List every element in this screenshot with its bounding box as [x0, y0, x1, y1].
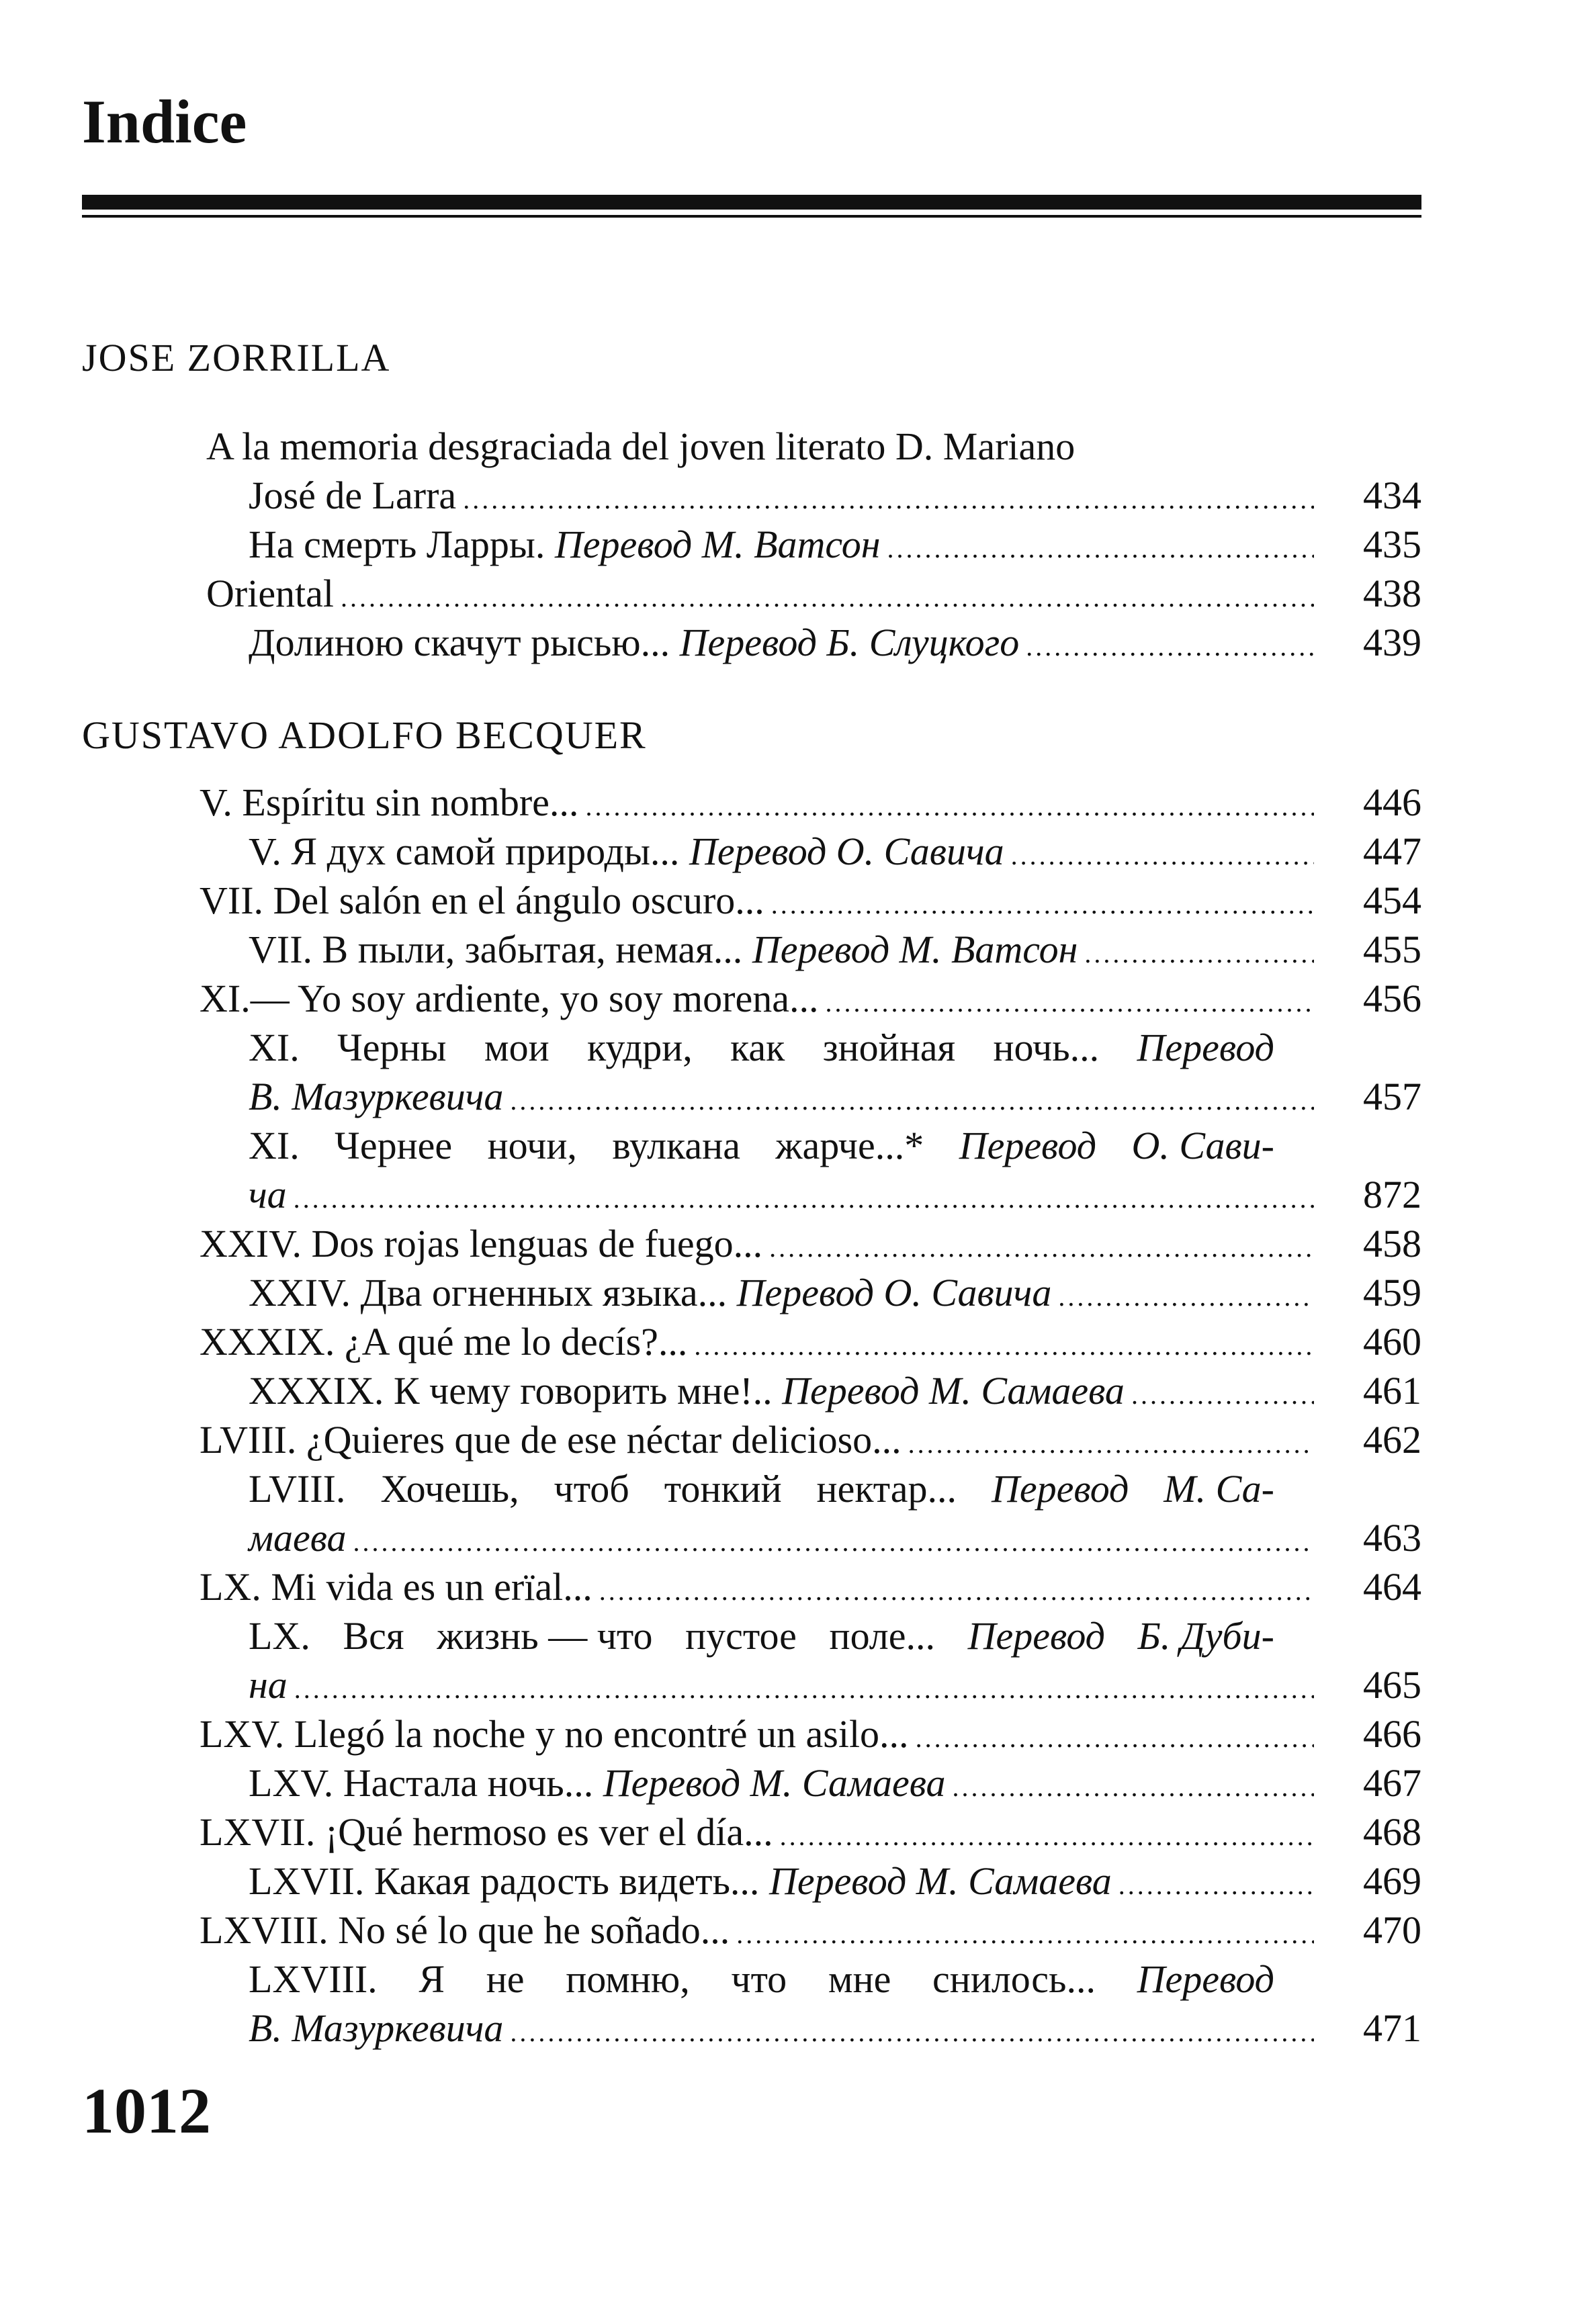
toc-entry: [200, 1222, 1421, 1267]
page-ref: 457: [1363, 1075, 1421, 1118]
translator-credit: Перевод М. Самаева: [603, 1761, 946, 1805]
page-ref: 447: [1363, 830, 1421, 873]
page-ref: 458: [1363, 1222, 1421, 1265]
entry-text: V. Я дух самой природы...: [249, 830, 680, 873]
leader-dots: [463, 484, 1314, 515]
entry-title: [249, 1369, 1125, 1414]
entry-word: вулкана: [612, 1124, 740, 1167]
page-ref: 439: [1363, 621, 1421, 664]
entry-word: Чернее: [335, 1124, 453, 1167]
translator-credit: М. Са-: [1164, 1467, 1274, 1511]
entry-word: пустое: [685, 1614, 797, 1658]
entry-text: XXXIX. ¿A qué me lo decís?...: [200, 1320, 688, 1364]
header-rule-thick: [82, 195, 1421, 210]
page-ref: 467: [1363, 1761, 1421, 1805]
entry-text: XXXIX. К чему говорить мне!..: [249, 1369, 773, 1413]
leader-dots: [953, 1772, 1314, 1803]
entry-title: [249, 523, 880, 568]
entry-text: VII. В пыли, забытая, немая...: [249, 928, 743, 971]
entry-text: VII. Del salón en el ángulo oscuro...: [200, 879, 764, 922]
toc-entry: [249, 523, 1421, 568]
entry-title: [200, 1418, 902, 1463]
toc-entry: [200, 1418, 1421, 1463]
page-ref: 471: [1363, 2006, 1421, 2050]
toc-entry: [200, 1810, 1421, 1855]
leader-dots: [908, 1429, 1314, 1460]
leader-dots: [1131, 1380, 1314, 1411]
entry-title: [249, 1761, 946, 1806]
page-title: Indice: [82, 87, 247, 156]
entry-title: [200, 1810, 773, 1855]
leader-dots: [771, 889, 1314, 920]
entry-word: Я: [419, 1957, 445, 2001]
entry-title: [200, 1320, 687, 1365]
toc-entry: [249, 1663, 1421, 1708]
entry-text: XI.— Yo soy ardiente, yo soy morena...: [200, 977, 819, 1020]
translator-credit: Перевод М. Самаева: [782, 1369, 1125, 1413]
leader-dots: [887, 533, 1314, 564]
entry-text: LX. Mi vida es un erïal...: [200, 1565, 592, 1609]
entry-text-justified: [249, 1467, 1274, 1512]
entry-text: XXIV. Dos rojas lenguas de fuego...: [200, 1222, 763, 1265]
entry-word: Хочешь,: [380, 1467, 519, 1511]
entry-title: [200, 1565, 592, 1610]
entry-text: LXVII. ¡Qué hermoso es ver el día...: [200, 1810, 773, 1854]
entry-word: снилось...: [932, 1957, 1096, 2001]
page-ref: 435: [1363, 523, 1421, 566]
page-ref: 463: [1363, 1516, 1421, 1560]
leader-dots: [1058, 1282, 1314, 1312]
toc-entry: [249, 1173, 1421, 1218]
leader-dots: [599, 1576, 1314, 1607]
section-author: GUSTAVO ADOLFO BECQUER: [82, 713, 647, 757]
entry-title: [249, 474, 456, 519]
toc-entry: [249, 1859, 1421, 1904]
entry-title: [200, 780, 578, 825]
entry-text-justified: [249, 1614, 1274, 1659]
entry-text: LVIII. ¿Quieres que de ese néctar delicioso...: [200, 1418, 902, 1462]
entry-text-justified: [249, 1957, 1274, 2002]
entry-word: LXVIII.: [249, 1957, 378, 2001]
entry-title: [249, 621, 1019, 666]
page-ref: 468: [1363, 1810, 1421, 1854]
entry-title: [200, 1908, 730, 1953]
entry-text: V. Espíritu sin nombre...: [200, 780, 579, 824]
entry-title: [249, 1075, 503, 1120]
entry-word: Вся: [343, 1614, 404, 1658]
page-ref: 460: [1363, 1320, 1421, 1364]
toc-entry: [249, 1516, 1421, 1561]
entry-text-justified: [249, 1124, 1274, 1169]
translator-credit: Перевод: [991, 1467, 1129, 1511]
toc-entry: [200, 1565, 1421, 1610]
entry-word: не: [486, 1957, 525, 2001]
entry-title: [249, 928, 1078, 973]
page-ref: 466: [1363, 1712, 1421, 1756]
leader-dots: [510, 2017, 1314, 2048]
translator-credit: Перевод: [1137, 1957, 1274, 2001]
entry-title: [249, 1859, 1112, 1904]
translator-credit: Перевод М. Ватсон: [554, 523, 881, 566]
entry-word: XI.: [249, 1124, 300, 1167]
entry-word: тонкий: [664, 1467, 782, 1511]
page-ref: 461: [1363, 1369, 1421, 1413]
translator-credit: Перевод М. Самаева: [769, 1859, 1112, 1903]
entry-word: Черны: [337, 1026, 447, 1069]
entry-title: [200, 879, 764, 924]
toc-entry: [200, 879, 1421, 924]
entry-word: поле...: [829, 1614, 935, 1658]
entry-text: XXIV. Два огненных языка...: [249, 1271, 728, 1314]
entry-word: жизнь — что: [437, 1614, 653, 1658]
leader-dots: [353, 1527, 1314, 1558]
entry-text: LXV. Настала ночь...: [249, 1761, 594, 1805]
toc-entry: [249, 474, 1421, 519]
leader-dots: [1011, 840, 1314, 871]
entry-text: LXV. Llegó la noche y no encontré un asilo...: [200, 1712, 909, 1756]
translator-credit: Б. Дуби-: [1137, 1614, 1274, 1658]
entry-text: A la memoria desgraciada del joven literato D. Mariano: [206, 424, 1076, 468]
translator-credit: ча: [249, 1173, 287, 1216]
toc-entry: [249, 1369, 1421, 1414]
toc-entry: [249, 1075, 1421, 1120]
entry-text: José de Larra: [249, 474, 457, 517]
toc-entry: [249, 1761, 1421, 1806]
page-ref: 438: [1363, 572, 1421, 615]
leader-dots: [585, 791, 1314, 822]
page-ref: 456: [1363, 977, 1421, 1020]
page-ref: 455: [1363, 928, 1421, 971]
page-ref: 462: [1363, 1418, 1421, 1462]
entry-word: жарче...*: [775, 1124, 924, 1167]
entry-word: ночь...: [993, 1026, 1100, 1069]
page-ref: 464: [1363, 1565, 1421, 1609]
entry-title: [249, 1663, 288, 1708]
leader-dots: [1026, 631, 1314, 662]
leader-dots: [341, 582, 1314, 613]
translator-credit: Перевод О. Савича: [736, 1271, 1052, 1314]
entry-title: [249, 1173, 287, 1218]
leader-dots: [736, 1919, 1314, 1950]
toc-entry: [249, 621, 1421, 666]
translator-credit: Перевод Б. Слуцкого: [679, 621, 1020, 664]
toc-entry: [200, 1712, 1421, 1757]
toc-entry: [200, 1320, 1421, 1365]
entry-text: Oriental: [206, 572, 335, 615]
entry-word: LVIII.: [249, 1467, 346, 1511]
entry-word: знойная: [822, 1026, 956, 1069]
entry-word: мне: [828, 1957, 891, 2001]
entry-title: [206, 572, 334, 617]
page-ref: 470: [1363, 1908, 1421, 1952]
toc-entry: [200, 977, 1421, 1022]
toc-entry: [200, 1908, 1421, 1953]
toc-entry: [206, 572, 1421, 617]
entry-text: LXVIII. No sé lo que he soñado...: [200, 1908, 730, 1952]
leader-dots: [780, 1821, 1314, 1852]
translator-credit: маева: [249, 1516, 347, 1560]
translator-credit: Перевод: [1137, 1026, 1274, 1069]
page-number: 1012: [82, 2075, 211, 2147]
translator-credit: на: [249, 1663, 288, 1707]
leader-dots: [294, 1674, 1314, 1705]
page-ref: 434: [1363, 474, 1421, 517]
entry-word: XI.: [249, 1026, 300, 1069]
entry-word: мои: [484, 1026, 550, 1069]
entry-title: [200, 977, 818, 1022]
entry-text: На смерть Ларры.: [249, 523, 545, 566]
toc-entry: [200, 780, 1421, 825]
leader-dots: [694, 1331, 1314, 1361]
entry-title: [200, 1222, 762, 1267]
section-author: JOSE ZORRILLA: [82, 336, 391, 379]
page-ref: 446: [1363, 780, 1421, 824]
toc-entry: [249, 1271, 1421, 1316]
translator-credit: Перевод: [967, 1614, 1105, 1658]
page-ref: 872: [1363, 1173, 1421, 1216]
entry-title: [249, 830, 1004, 875]
entry-word: LX.: [249, 1614, 310, 1658]
entry-title: [200, 1712, 909, 1757]
entry-text: Долиною скачут рысью...: [249, 621, 670, 664]
leader-dots: [1118, 1870, 1314, 1901]
leader-dots: [1084, 938, 1314, 969]
translator-credit: Перевод: [959, 1124, 1097, 1167]
leader-dots: [769, 1233, 1314, 1263]
page-ref: 459: [1363, 1271, 1421, 1314]
translator-credit: В. Мазуркевича: [249, 2006, 504, 2050]
entry-word: чтоб: [554, 1467, 629, 1511]
leader-dots: [510, 1085, 1314, 1116]
page-ref: 469: [1363, 1859, 1421, 1903]
entry-title: [249, 2006, 503, 2051]
page-ref: 465: [1363, 1663, 1421, 1707]
toc-entry: [249, 830, 1421, 875]
entry-title: [249, 1271, 1051, 1316]
leader-dots: [294, 1183, 1314, 1214]
entry-word: что: [731, 1957, 787, 2001]
entry-word: помню,: [566, 1957, 690, 2001]
entry-title: [249, 1516, 347, 1561]
entry-word: кудри,: [586, 1026, 693, 1069]
toc-entry: [249, 928, 1421, 973]
entry-word: как: [730, 1026, 785, 1069]
leader-dots: [825, 987, 1314, 1018]
leader-dots: [916, 1723, 1314, 1754]
translator-credit: Перевод М. Ватсон: [752, 928, 1078, 971]
toc-entry: [249, 2006, 1421, 2051]
entry-text-justified: [249, 1026, 1274, 1071]
translator-credit: О. Сави-: [1131, 1124, 1274, 1167]
entry-text: LXVII. Какая радость видеть...: [249, 1859, 760, 1903]
header-rule-thin: [82, 215, 1421, 218]
page-ref: 454: [1363, 879, 1421, 922]
translator-credit: В. Мазуркевича: [249, 1075, 504, 1118]
entry-word: нектар...: [816, 1467, 957, 1511]
translator-credit: Перевод О. Савича: [689, 830, 1004, 873]
entry-word: ночи,: [487, 1124, 577, 1167]
